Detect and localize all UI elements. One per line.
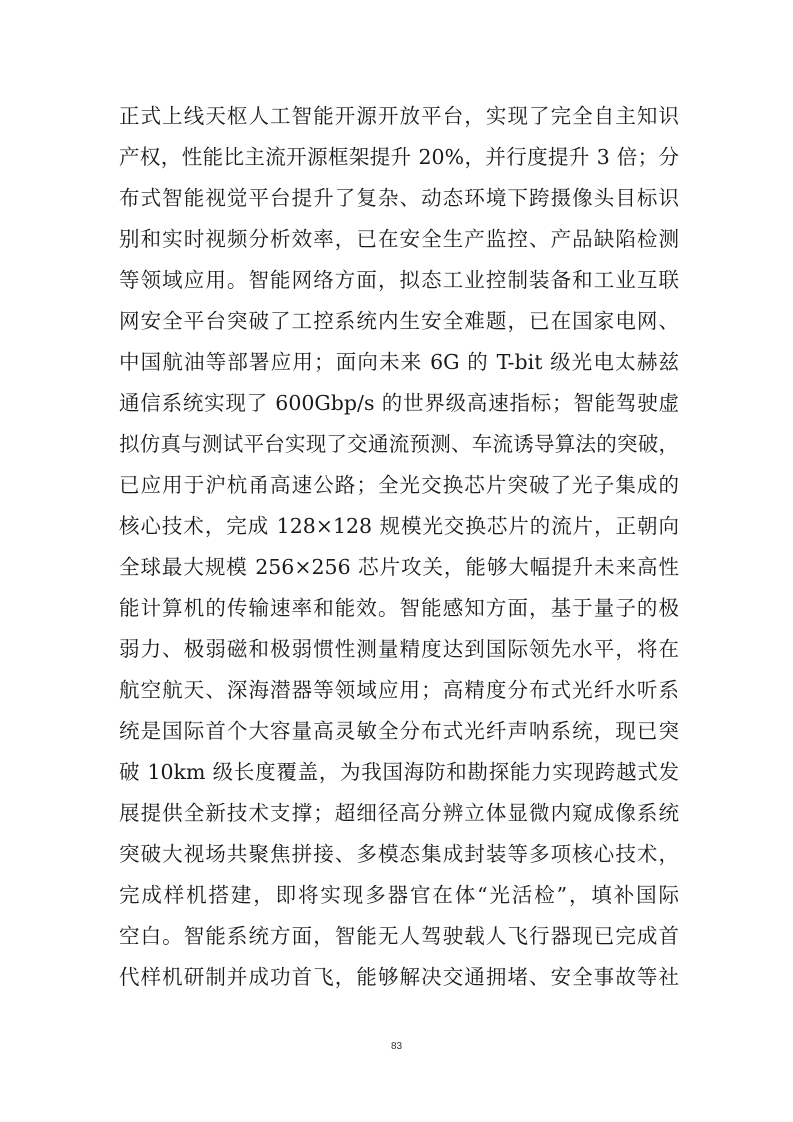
text-line: 网安全平台突破了工控系统内生安全难题，已在国家电网、 (119, 309, 679, 333)
text-line: 完成样机搭建，即将实现多器官在体“光活检”，填补国际 (119, 883, 679, 907)
text-line: 破 10km 级长度覆盖，为我国海防和勘探能力实现跨越式发 (119, 760, 679, 784)
text-line: 弱力、极弱磁和极弱惯性测量精度达到国际领先水平，将在 (119, 637, 679, 661)
text-line: 别和实时视频分析效率，已在安全生产监控、产品缺陷检测 (119, 227, 679, 251)
text-line: 拟仿真与测试平台实现了交通流预测、车流诱导算法的突破， (119, 432, 679, 456)
page-number: 83 (390, 1041, 403, 1052)
text-line: 等领域应用。智能网络方面，拟态工业控制装备和工业互联 (119, 268, 679, 292)
text-line: 通信系统实现了 600Gbp/s 的世界级高速指标；智能驾驶虚 (119, 391, 679, 415)
text-line: 能计算机的传输速率和能效。智能感知方面，基于量子的极 (119, 596, 679, 620)
text-line: 已应用于沪杭甬高速公路；全光交换芯片突破了光子集成的 (119, 473, 679, 497)
text-line: 正式上线天枢人工智能开源开放平台，实现了完全自主知识 (119, 104, 679, 128)
body-text (119, 96, 679, 998)
text-line: 布式智能视觉平台提升了复杂、动态环境下跨摄像头目标识 (119, 186, 679, 210)
text-line: 中国航油等部署应用；面向未来 6G 的 T-bit 级光电太赫兹 (119, 350, 679, 374)
text-line: 突破大视场共聚焦拼接、多模态集成封装等多项核心技术， (119, 842, 679, 866)
text-line: 空白。智能系统方面，智能无人驾驶载人飞行器现已完成首 (119, 924, 679, 948)
text-line: 代样机研制并成功首飞，能够解决交通拥堵、安全事故等社 (119, 965, 679, 989)
text-line: 核心技术，完成 128×128 规模光交换芯片的流片，正朝向 (119, 514, 679, 538)
text-line: 展提供全新技术支撑；超细径高分辨立体显微内窥成像系统 (119, 801, 679, 825)
text-line: 统是国际首个大容量高灵敏全分布式光纤声呐系统，现已突 (119, 719, 679, 743)
text-line: 产权，性能比主流开源框架提升 20%，并行度提升 3 倍；分 (119, 145, 679, 169)
text-line: 航空航天、深海潜器等领域应用；高精度分布式光纤水听系 (119, 678, 679, 702)
text-line: 全球最大规模 256×256 芯片攻关，能够大幅提升未来高性 (119, 555, 679, 579)
